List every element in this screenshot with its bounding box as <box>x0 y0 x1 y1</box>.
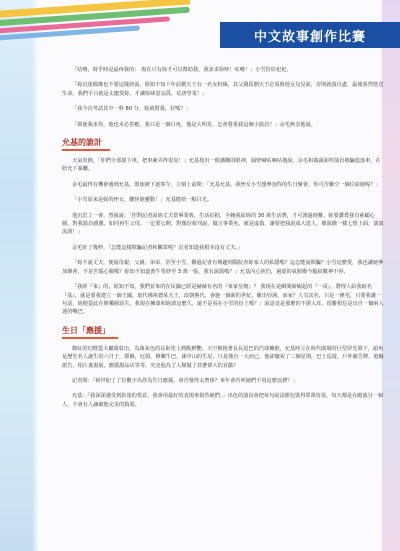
paragraph: 「妳不說丈夫，便說母親、父親、弟弟、甚至小雪，難過記者有興趣到醫院查妳家人的私隱嗎？這怎能說欺騙？小雪這麼愛，我也讓她參加聚會，不是苦惱心腸嗎？妳知不知道黃牛票炒至 3 萬一張，我有說謊嗎？」允基內心焦灼，過量的氣胺衝今腦紋數神不停。 <box>62 260 384 275</box>
paragraph: 天氣炎熱，「你們全部滾下車，把車廂弄得很臭！」允基按出一眼講購的眼神，隔壁喊咕嘀咕地說。余毛和義頭面哼演員被騙進落車，在陪允下暴曬。 <box>62 158 381 173</box>
story-body <box>62 66 384 416</box>
section-heading: 允基的詭計 <box>62 138 110 151</box>
section-heading: 生日「應援」 <box>62 326 118 339</box>
paragraph: 「即使我求你，他也未必答應，我只是一個目角，他是大明星，怎會尊重我這個小演員？」余毛無奈地說。 <box>72 121 316 128</box>
paragraph: 余毛最得有機會遇到允基，即使被下逐客令，立刻上前問：「允基允基，我侄女小雪想參加你的生日聚會，你可否騰空一個位給她呢？」 <box>72 181 381 188</box>
paragraph: 他沉思了一會，然後說：「你對記者說妳丈夫當畢業典，生活拮据，全賴我給妳的 30 萬生活費，才可渡過時難。妳要讚賞我有慈顧心腸，對我演員感激，如同再生父母。一定要公開，對幾份報刊說，做言事業名，就是虛偽，讓要把我說成大恩人，像演戲一樣七情上面，演演流淚！」 <box>62 212 384 236</box>
paragraph: 余毛怔了幾秒，「怎能這樣欺騙記者和觀眾呢？記者知道我根本沒有丈夫。」 <box>72 244 244 251</box>
page-title: 中文故事創作比賽 <box>220 22 400 48</box>
right-decorative-band <box>382 0 400 551</box>
paragraph: 允基：「我深深感受到影迷的愛意，我會用最好的表現來報答她們。」出色的演員會把每句說話都包裝得眾萬皆盈，每天都是在跑演另一個人，不會有人識破他完美的偽裝。 <box>62 393 384 408</box>
paragraph: 「妳沉迷偶像也不要這樣誇張，妳知不知十年前劉天王有一名女粉絲，其父親爲劉天王必須與他女兒見面，否則就落自盡，最後果然墜送生命。我們平日就是太寵愛妳，才讓妳肆意妄爲，荒唐學業！」 <box>62 82 384 97</box>
top-ribbon-decoration <box>0 0 190 56</box>
paragraph: 「我經『來』的，妳知不知，我們並來的在民國已經是赫赫有名的『來家皇朝』？ 我現在是瞬間新崛起的『一哥』，將理人給我取名『基』，就是要我建立一個王國，取代佛祖德某天王，改朝換代。會施一個新的世紀，衝出亞洲，而家？人気其名，只是一條毛，只要我講一句話，妳便從此在娛樂圈消失，我現在擁靠和妳談這麼久，還不是看在小雪的份上嗎？」說話竟是那麼的不堪入耳，很難相信是出自一個兩人迷的嘴巴。 <box>62 284 384 316</box>
paragraph: 「咕嚕，時乎時是最疼我的： 現在只有妳才可以幫助我，我求求妳呀！咕嚕！」小雪恰恰祀祀。 <box>72 67 292 73</box>
paragraph: 「我今次考試其中一科 80 分，妳就幫我，好嗎？」 <box>72 106 191 113</box>
paragraph: 微紅的幻燈從大廳幕射出，為萬灰色的長街塗上熱點鮮艷。天空被拖著長長尾巴的汽球擁抱，允基呼立在時代廣場的巨型屏光幕下，頭角是歷史名人誕生的六日子，即蘇，厄姆，穆蘭牛巴，孫中山的生辰，只是僅有一大而已，他卻慶祝了三個星期，巴士巡遊，戶外廣告牌，遊輪派告，相片畫畫展，應援甜品店等等，究竟他為了人類做了甚麼偉大的貢獻？ <box>62 345 384 369</box>
paragraph: 記者問：「新世紀了了位數字為你為生日應援，會否覺得太奢侈？來年會否叫她們不用這麼浪費？」 <box>72 377 298 384</box>
paragraph: 「小雪原來是妳的侄女，難怪她靈動！」允基拋拾一點目光。 <box>72 197 213 204</box>
left-decorative-band <box>0 0 38 551</box>
